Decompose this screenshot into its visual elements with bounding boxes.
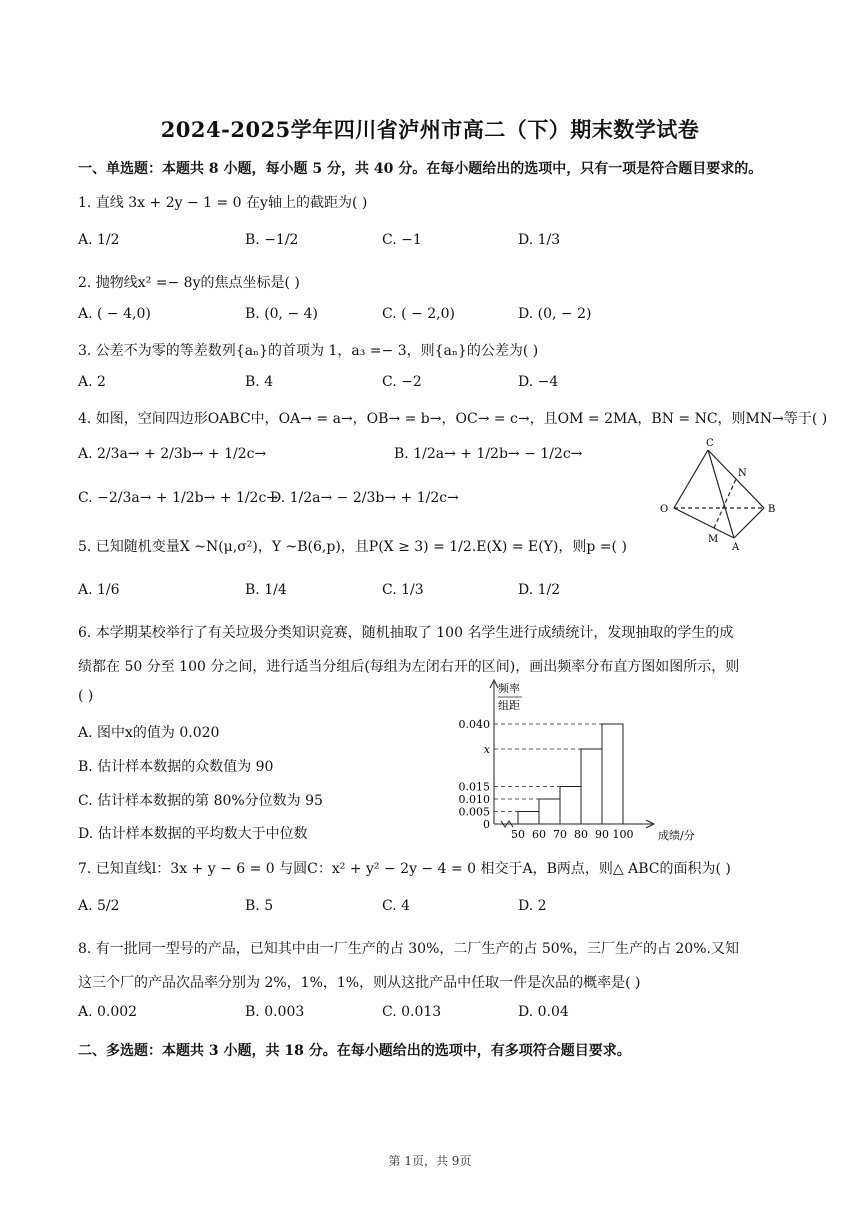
histogram-bar-5 (602, 724, 623, 824)
q8-option-d: D. 0.04 (518, 1004, 569, 1020)
q8-option-c: C. 0.013 (382, 1004, 442, 1020)
page-title: 2024-2025学年四川省泸州市高二（下）期末数学试卷 (160, 117, 700, 142)
section-1-heading: 一、单选题：本题共 8 小题，每小题 5 分，共 40 分。在每小题给出的选项中，只有一项是符合题目要求的。 (78, 161, 763, 177)
q6-stem-line1: 6. 本学期某校举行了有关垃圾分类知识竞赛，随机抽取了 100 名学生进行成绩统计，发现抽取的学生的成 (78, 625, 734, 641)
hist-ylabel-top: 频率 (498, 682, 520, 695)
histogram-bar-3 (560, 787, 581, 825)
fig-label-n: N (738, 468, 747, 479)
q7-option-b: B. 5 (245, 898, 274, 914)
q7-option-d: D. 2 (518, 898, 547, 914)
histogram-ytick-4: 0.010 (458, 793, 490, 806)
q8-option-b: B. 0.003 (245, 1004, 305, 1020)
tetrahedron-figure (652, 436, 792, 552)
histogram-bar-1 (518, 812, 539, 825)
q4-option-c: C. −2/3a→ + 1/2b→ + 1/2c→ (78, 490, 279, 506)
histogram-ytick-origin: 0 (483, 818, 490, 831)
q5-stem: 5. 已知随机变量X ~N(μ,σ²)，Y ~B(6,p)，且P(X ≥ 3) = 1/2.E(X) = E(Y)，则p =( ) (78, 539, 627, 555)
section-2-heading: 二、多选题：本题共 3 小题，共 18 分。在每小题给出的选项中，有多项符合题目要求。 (78, 1043, 631, 1059)
q1-stem: 1. 直线 3x + 2y − 1 = 0 在y轴上的截距为( ) (78, 195, 368, 211)
q3-option-d: D. −4 (518, 374, 559, 390)
q6-option-a: A. 图中x的值为 0.020 (78, 725, 220, 741)
frequency-histogram (452, 672, 722, 842)
histogram-xtick-2: 60 (532, 828, 546, 841)
q1-option-c: C. −1 (382, 232, 422, 248)
q4-option-a: A. 2/3a→ + 2/3b→ + 1/2c→ (78, 446, 267, 462)
q6-option-b: B. 估计样本数据的众数值为 90 (78, 759, 274, 775)
fig-label-o: O (660, 504, 669, 515)
q1-option-b: B. −1/2 (245, 232, 299, 248)
histogram-ytick-3: 0.015 (458, 780, 490, 794)
histogram-bar-4 (581, 749, 602, 824)
q5-option-a: A. 1/6 (78, 582, 120, 598)
histogram-xtick-5: 90 (595, 828, 609, 841)
q2-option-b: B. (0, − 4) (245, 306, 319, 322)
fig-label-a: A (732, 542, 740, 552)
q7-stem: 7. 已知直线l：3x + y − 6 = 0 与圆C：x² + y² − 2y − 4 = 0 相交于A，B两点，则△ ABC的面积为( ) (78, 861, 731, 877)
q2-stem: 2. 抛物线x² =− 8y的焦点坐标是( ) (78, 275, 300, 291)
q1-option-d: D. 1/3 (518, 232, 561, 248)
q2-option-a: A. ( − 4,0) (78, 306, 151, 322)
histogram-bar-2 (539, 799, 560, 824)
fig-label-c: C (706, 438, 714, 449)
q6-option-c: C. 估计样本数据的第 80%分位数为 95 (78, 793, 323, 809)
q3-option-b: B. 4 (245, 374, 274, 390)
q8-stem-line1: 8. 有一批同一型号的产品，已知其中由一厂生产的占 30%，二厂生产的占 50%，三厂生产的占 20%.又知 (78, 941, 739, 957)
q5-option-b: B. 1/4 (245, 582, 287, 598)
q7-option-a: A. 5/2 (78, 898, 120, 914)
q5-option-d: D. 1/2 (518, 582, 561, 598)
histogram-ytick-5: 0.005 (458, 805, 490, 819)
q8-option-a: A. 0.002 (78, 1004, 138, 1020)
q3-stem: 3. 公差不为零的等差数列{aₙ}的首项为 1，a₃ =− 3，则{aₙ}的公差为( ) (78, 343, 539, 359)
q6-option-d: D. 估计样本数据的平均数大于中位数 (78, 826, 308, 842)
q8-stem-line2: 这三个厂的产品次品率分别为 2%，1%，1%，则从这批产品中任取一件是次品的概率是( ) (78, 975, 641, 991)
q4-stem: 4. 如图，空间四边形OABC中，OA→ = a→，OB→ = b→，OC→ = c→，且OM = 2MA，BN = NC，则MN→等于( ) (78, 411, 828, 427)
q2-option-c: C. ( − 2,0) (382, 306, 455, 322)
q4-option-b: B. 1/2a→ + 1/2b→ − 1/2c→ (394, 446, 583, 462)
histogram-xtick-1: 50 (511, 828, 525, 841)
hist-xlabel: 成绩/分 (658, 829, 695, 842)
q6-stem-line2: 绩都在 50 分至 100 分之间，进行适当分组后(每组为左闭右开的区间)，画出频率分布直方图如图所示，则 (78, 659, 740, 675)
q4-option-d: D. 1/2a→ − 2/3b→ + 1/2c→ (270, 490, 459, 506)
histogram-xtick-3: 70 (553, 828, 567, 841)
q5-option-c: C. 1/3 (382, 582, 424, 598)
q6-stem-line3: ( ) (78, 688, 94, 704)
q2-option-d: D. (0, − 2) (518, 306, 592, 322)
page-footer: 第 1页，共 9页 (388, 1154, 472, 1168)
q3-option-a: A. 2 (78, 374, 106, 390)
q1-option-a: A. 1/2 (78, 232, 120, 248)
histogram-xtick-6: 100 (612, 828, 634, 841)
q3-option-c: C. −2 (382, 374, 422, 390)
histogram-xtick-4: 80 (574, 828, 588, 841)
histogram-ytick-2: x (483, 743, 490, 756)
fig-label-b: B (768, 504, 776, 515)
histogram-ytick-1: 0.040 (458, 718, 490, 731)
q7-option-c: C. 4 (382, 898, 411, 914)
hist-ylabel-bottom: 组距 (498, 699, 520, 712)
fig-label-m: M (708, 534, 719, 545)
